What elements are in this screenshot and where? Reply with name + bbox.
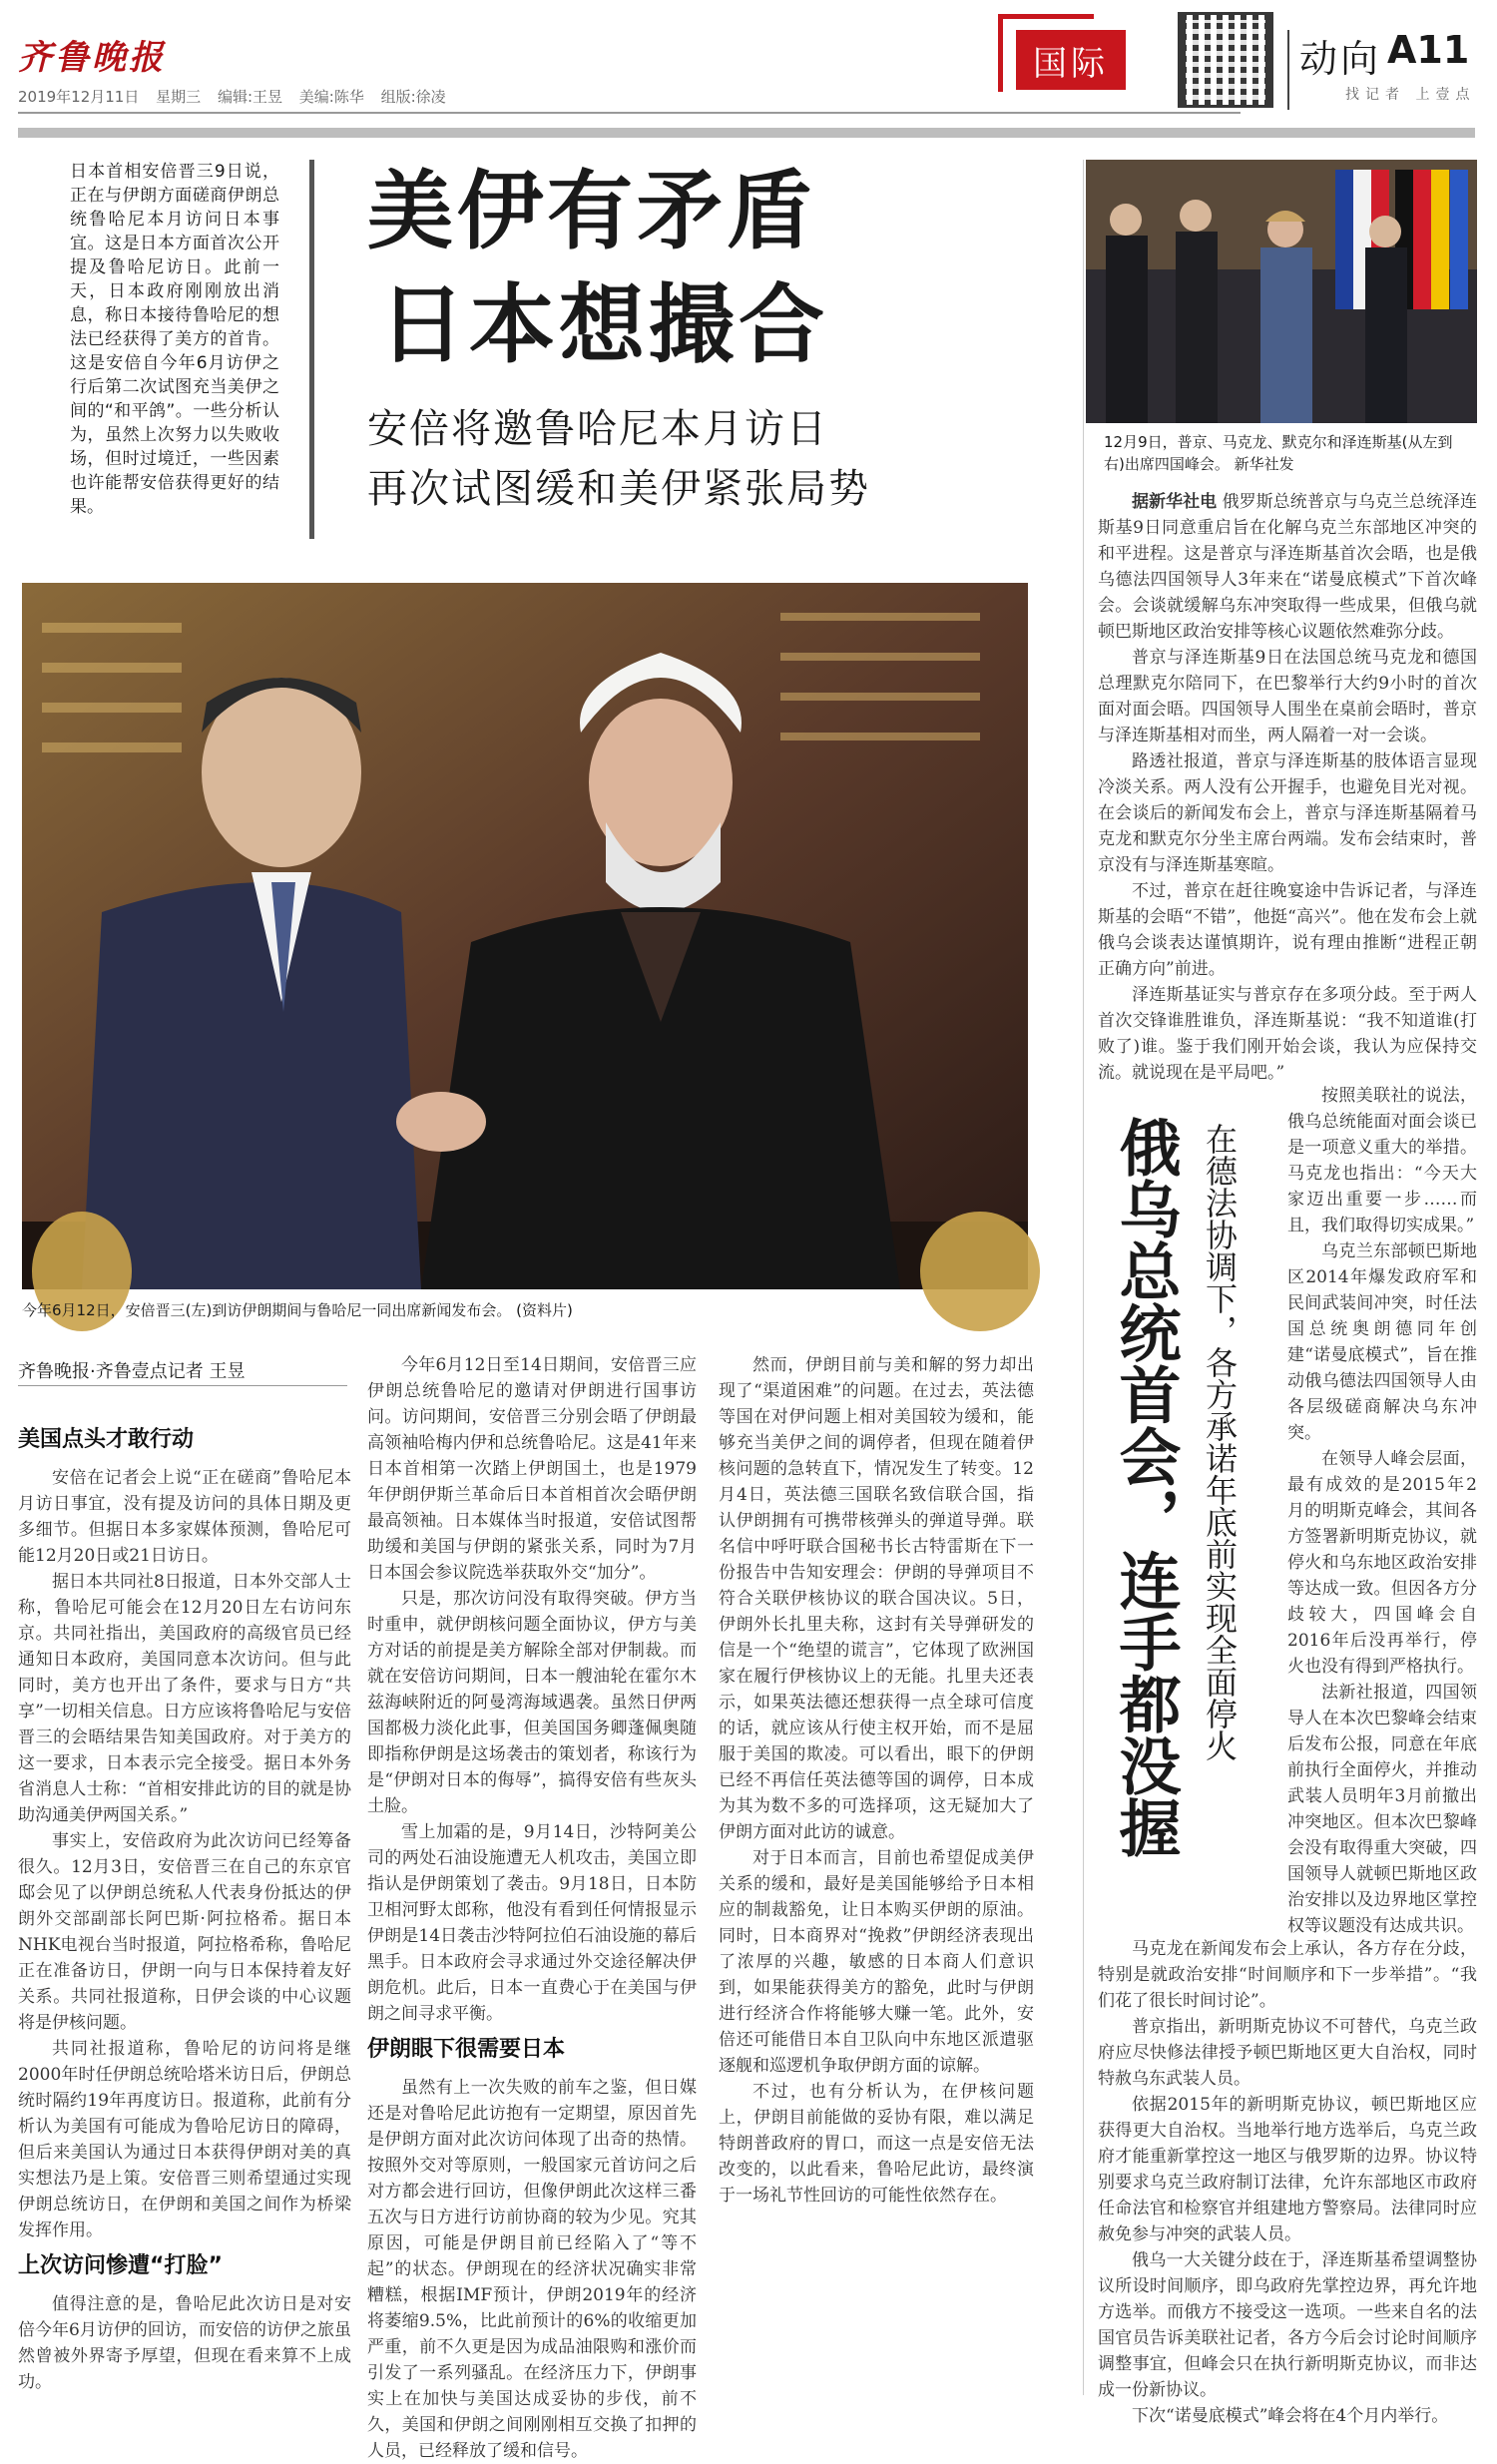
side-headline: 俄乌总统首会，连手都没握 bbox=[1109, 1116, 1182, 1858]
article-paragraph: 安倍在记者会上说“正在磋商”鲁哈尼本月访日事宜，没有提及访问的具体日期及更多细节。但据日本多家媒体预测，鲁哈尼可能12月20日或21日访日。 bbox=[18, 1468, 351, 1566]
abe-rouhani-photo bbox=[22, 583, 1028, 1289]
article-paragraph: 不过，也有分析认为，在伊核问题上，伊朗目前能做的妥协有限，难以满足特朗普政府的胃口，而这一点是安倍无法改变的，以此看来，鲁哈尼此访，最终演于一场礼节性回访的可能性依然存在。 bbox=[719, 2082, 1034, 2206]
side-article-bottom bbox=[1098, 1936, 1477, 2429]
article-paragraph: 法新社报道，四国领导人在本次巴黎峰会结束后发布公报，同意在年底前执行全面停火，并推动武装人员明年3月前撤出冲突地区。但本次巴黎峰会没有取得重大突破，四国领导人就顿巴斯地区政治安排以及边界地区掌控权等议题没有达成共识。 bbox=[1287, 1683, 1477, 1936]
article-paragraph: 事实上，安倍政府为此次访问已经筹备很久。12月3日，安倍晋三在自己的东京官邸会见了以伊朗总统私人代表身份抵达的伊朗外交部副部长阿巴斯·阿拉格希。据日本NHK电视台当时报道，阿拉格希称，鲁哈尼正在准备访日，伊朗一向与日本保持着友好关系。共同社报道称，日伊会谈的中心议题将是伊核问题。 bbox=[18, 1831, 351, 2033]
subheadline-line-2: 再次试图缓和美伊紧张局势 bbox=[367, 466, 870, 512]
article-paragraph: 不过，普京在赶往晚宴途中告诉记者，与泽连斯基的会晤“不错”，他挺“高兴”。他在发布会上就俄乌会谈表达谨慎期许，说有理由推断“进程正朝正确方向”前进。 bbox=[1098, 881, 1477, 979]
section-heading: 伊朗眼下很需要日本 bbox=[367, 2037, 566, 2062]
main-photo-caption: 今年6月12日，安倍晋三(左)到访伊朗期间与鲁哈尼一同出席新闻发布会。 (资料片) bbox=[22, 1301, 573, 1319]
subheadline-line-1: 安倍将邀鲁哈尼本月访日 bbox=[367, 406, 828, 452]
section-label: 国际 bbox=[1016, 30, 1126, 90]
layout-credit: 组版:徐凌 bbox=[380, 88, 446, 106]
article-paragraph: 依据2015年的新明斯克协议，顿巴斯地区应获得更大自治权。当地举行地方选举后，乌克兰政府才能重新掌控这一地区与俄罗斯的边界。协议特别要求乌克兰政府制订法律，允许东部地区市政府任命法官和检察官并组建地方警察局。法律同时应赦免参与冲突的武装人员。 bbox=[1098, 2095, 1477, 2244]
subheadline bbox=[367, 399, 870, 519]
article-paragraph: 马克龙在新闻发布会上承认，各方存在分歧，特别是就政治安排“时间顺序和下一步举措”。“我们花了很长时间讨论”。 bbox=[1098, 1939, 1477, 2011]
article-paragraph: 只是，那次访问没有取得突破。伊方当时重申，就伊朗核问题全面协议，伊方与美方对话的前提是美方解除全部对伊制裁。而就在安倍访问期间，日本一艘油轮在霍尔木兹海峡附近的阿曼湾海域遇袭。虽然日伊两国都极力淡化此事，但美国国务卿蓬佩奥随即指称伊朗是这场袭击的策划者，称该行为是“伊朗对日本的侮辱”，搞得安倍有些灰头土脸。 bbox=[367, 1589, 697, 1816]
section-heading: 上次访问惨遭“打脸” bbox=[18, 2253, 223, 2278]
header-rule bbox=[18, 112, 1241, 114]
article-paragraph: 虽然有上一次失败的前车之鉴，但日媒还是对鲁哈尼此访抱有一定期望，原因首先是伊朗方面对此次访问体现了出奇的热情。按照外交对等原则，一般国家元首访问之后对方都会进行回访，但像伊朗此次这样三番五次与日方进行访前协商的较为少见。究其原因，可能是伊朗目前已经陷入了“等不起”的状态。伊朗现在的经济状况确实非常糟糕，根据IMF预计，伊朗2019年的经济将萎缩9.5%，比此前预计的6%的收缩更加严重，前不久更是因为成品油限购和涨价而引发了一系列骚乱。在经济压力下，伊朗事实上在加快与美国达成妥协的步伐，前不久，美国和伊朗之间刚刚相互交换了扣押的人员，已经释放了缓和信号。 bbox=[367, 2078, 697, 2461]
side-article-top bbox=[1098, 489, 1477, 1086]
page-number: A11 bbox=[1387, 28, 1470, 72]
qr-code-pattern bbox=[1186, 20, 1265, 100]
article-paragraph: 对于日本而言，目前也希望促成美伊关系的缓和，最好是美国能够给予日本相应的制裁豁免，让日本购买伊朗的原油。同时，日本商界对“挽救”伊朗经济表现出了浓厚的兴趣，敏感的日本商人们意识到，如果能获得美方的豁免，此时与伊朗进行经济合作将能够大赚一笔。此外，安倍还可能借日本自卫队向中东地区派遣驱逐舰和巡逻机争取伊朗方面的谅解。 bbox=[719, 1848, 1034, 2076]
photo-illustration bbox=[22, 583, 1028, 1289]
side-paragraph-1: 俄罗斯总统普京与乌克兰总统泽连斯基9日同意重启旨在化解乌克兰东部地区冲突的和平进程。这是普京与泽连斯基首次会晤，也是俄乌德法四国领导人3年来在“诺曼底模式”下首次峰会。会谈就缓解乌东冲突取得一些成果，但俄乌就顿巴斯地区政治安排等核心议题依然难弥分歧。 bbox=[1098, 492, 1478, 642]
article-column-3 bbox=[719, 1352, 1034, 2209]
article-paragraph: 乌克兰东部顿巴斯地区2014年爆发政府军和民间武装间冲突，时任法国总统奥朗德同年创建“诺曼底模式”，旨在推动俄乌德法四国领导人由各层级磋商解决乌东冲突。 bbox=[1287, 1241, 1477, 1443]
reporter-note: 找记者 上壹点 bbox=[1345, 87, 1476, 103]
article-paragraph: 今年6月12日至14日期间，安倍晋三应伊朗总统鲁哈尼的邀请对伊朗进行国事访问。访问期间，安倍晋三分别会晤了伊朗最高领袖哈梅内伊和总统鲁哈尼。这是41年来日本首相第一次踏上伊朗国土，也是1979年伊朗伊斯兰革命后日本首相首次会晤伊朗最高领袖。日本媒体当时报道，安倍试图帮助缓和美国与伊朗的紧张关系，同时为7月日本国会参议院选举获取外交“加分”。 bbox=[367, 1355, 697, 1583]
issue-meta bbox=[18, 86, 458, 107]
article-paragraph: 按照美联社的说法，俄乌总统能面对面会谈已是一项意义重大的举措。马克龙也指出：“今天大家迈出重要一步……而且，我们取得切实成果。” bbox=[1287, 1086, 1477, 1235]
article-paragraph: 值得注意的是，鲁哈尼此次访日是对安倍今年6月访伊的回访，而安倍的访伊之旅虽然曾被外界寄予厚望，但现在看来算不上成功。 bbox=[18, 2294, 351, 2392]
intro-divider bbox=[309, 160, 314, 539]
article-paragraph: 然而，伊朗目前与美和解的努力却出现了“渠道困难”的问题。在过去，英法德等国在对伊问题上相对美国较为缓和，能够充当美伊之间的调停者，但现在随着伊核问题的急转直下，情况发生了转变。12月4日，英法德三国联名致信联合国，指认伊朗拥有可携带核弹头的弹道导弹。联名信中呼吁联合国秘书长古特雷斯在下一份报告中告知安理会：伊朗的导弹项目不符合关联伊核协议的联合国决议。5日，伊朗外长扎里夫称，这封有关导弹研发的信是一个“绝望的谎言”，它体现了欧洲国家在履行伊核协议上的无能。扎里夫还表示，如果英法德还想获得一点全球可信度的话，就应该从行使主权开始，而不是屈服于美国的欺凌。可以看出，眼下的伊朗已经不再信任英法德等国的调停，日本成为其为数不多的可选择项，这无疑加大了伊朗方面对此访的诚意。 bbox=[719, 1355, 1034, 1842]
section-heading: 美国点头才敢行动 bbox=[18, 1427, 195, 1452]
byline-rule bbox=[18, 1385, 347, 1386]
article-paragraph bbox=[1098, 489, 1477, 645]
article-paragraph: 俄乌一大关键分歧在于，泽连斯基希望调整协议所设时间顺序，即乌政府先掌控边界，再允许地方选举。而俄方不接受这一选项。一些来自名的法国官员告诉美联社记者，各方今后会讨论时间顺序调整事宜，但峰会只在执行新明斯克协议，而非达成一份新协议。 bbox=[1098, 2250, 1477, 2400]
photo-illustration bbox=[1086, 160, 1477, 423]
headline-line-2: 日本想撮合 bbox=[379, 275, 828, 375]
issue-weekday: 星期三 bbox=[156, 88, 202, 106]
article-paragraph: 下次“诺曼底模式”峰会将在4个月内举行。 bbox=[1132, 2406, 1449, 2426]
lead-intro: 日本首相安倍晋三9日说，正在与伊朗方面磋商伊朗总统鲁哈尼本月访问日本事宜。这是日本方面首次公开提及鲁哈尼访日。此前一天，日本政府刚刚放出消息，称日本接待鲁哈尼的想法已经获得了美方的首肯。这是安倍自今年6月访伊之行后第二次试图充当美伊之间的“和平鸽”。一些分析认为，虽然上次努力以失败收场，但时过境迁，一些因素也许能帮安倍获得更好的结果。 bbox=[70, 162, 279, 517]
summit-photo-caption: 12月9日，普京、马克龙、默克尔和泽连斯基(从左到右)出席四国峰会。 新华社发 bbox=[1104, 433, 1453, 473]
dateline: 据新华社电 bbox=[1132, 492, 1218, 512]
issue-date: 2019年12月11日 bbox=[18, 88, 140, 106]
header-divider bbox=[1287, 30, 1289, 110]
side-subheadline: 在德法协调下，各方承诺年底前实现全面停火 bbox=[1201, 1123, 1239, 1761]
article-paragraph: 普京指出，新明斯克协议不可替代，乌克兰政府应尽快修法律授予顿巴斯地区更大自治权，同时特赦乌东武装人员。 bbox=[1098, 2017, 1477, 2089]
page-label: 动向 bbox=[1299, 37, 1382, 81]
article-paragraph: 据日本共同社8日报道，日本外交部人士称，鲁哈尼可能会在12月20日左右访问东京。共同社指出，美国政府的高级官员已经通知日本政府，美国同意本次访问。但与此同时，美方也开出了条件，要求与日方“共享”一切相关信息。日方应该将鲁哈尼与安倍晋三的会晤结果告知美国政府。对于美方的这一要求，日本表示完全接受。据日本外务省消息人士称：“首相安排此访的目的就是协助沟通美伊两国关系。” bbox=[18, 1572, 351, 1825]
normandy-summit-photo bbox=[1086, 160, 1477, 423]
column-divider bbox=[1083, 160, 1084, 2395]
article-paragraph: 泽连斯基证实与普京存在多项分歧。至于两人首次交锋谁胜谁负，泽连斯基说：“我不知道谁(打败了)谁。鉴于我们刚开始会谈，我认为应保持交流。就说现在是平局吧。” bbox=[1098, 985, 1477, 1083]
top-band bbox=[18, 128, 1475, 138]
article-paragraph: 共同社报道称，鲁哈尼的访问将是继2000年时任伊朗总统哈塔米访日后，伊朗总统时隔约19年再度访日。报道称，此前有分析认为美国有可能成为鲁哈尼访日的障碍，但后来美国认为通过日本获得伊朗对美的真实想法乃是上策。安倍晋三则希望通过实现伊朗总统访日，在伊朗和美国之间作为桥梁发挥作用。 bbox=[18, 2039, 351, 2240]
byline: 齐鲁晚报·齐鲁壹点记者 王昱 bbox=[18, 1361, 246, 1382]
article-paragraph: 路透社报道，普京与泽连斯基的肢体语言显现冷淡关系。两人没有公开握手，也避免目光对视。在会谈后的新闻发布会上，普京与泽连斯基隔着马克龙和默克尔分坐主席台两端。发布会结束时，普京没有与泽连斯基寒暄。 bbox=[1098, 751, 1477, 875]
article-paragraph: 普京与泽连斯基9日在法国总统马克龙和德国总理默克尔陪同下，在巴黎举行大约9小时的首次面对面会晤。四国领导人围坐在桌前会晤时，普京与泽连斯基相对而坐，两人隔着一对一会谈。 bbox=[1098, 648, 1477, 745]
article-paragraph: 雪上加霜的是，9月14日，沙特阿美公司的两处石油设施遭无人机攻击，美国立即指认是伊朗策划了袭击。9月18日，日本防卫相河野太郎称，他没有看到任何情报显示伊朗是14日袭击沙特阿拉伯石油设施的幕后黑手。日本政府会寻求通过外交途径解决伊朗危机。此后，日本一直费心于在美国与伊朗之间寻求平衡。 bbox=[367, 1822, 697, 2024]
headline-line-1: 美伊有矛盾 bbox=[367, 162, 816, 261]
article-column-2 bbox=[367, 1352, 697, 2464]
article-column-1 bbox=[18, 1417, 351, 2395]
newspaper-masthead: 齐鲁晚报 bbox=[18, 38, 166, 78]
article-paragraph: 在领导人峰会层面，最有成效的是2015年2月的明斯克峰会，其间各方签署新明斯克协议，就停火和乌东地区政治安排等达成一致。但因各方分歧较大，四国峰会自2016年后没再举行，停火也没有得到严格执行。 bbox=[1287, 1449, 1477, 1677]
side-article-narrow bbox=[1287, 1083, 1477, 1939]
editor-credit: 编辑:王昱 bbox=[217, 88, 282, 106]
art-editor-credit: 美编:陈华 bbox=[298, 88, 364, 106]
